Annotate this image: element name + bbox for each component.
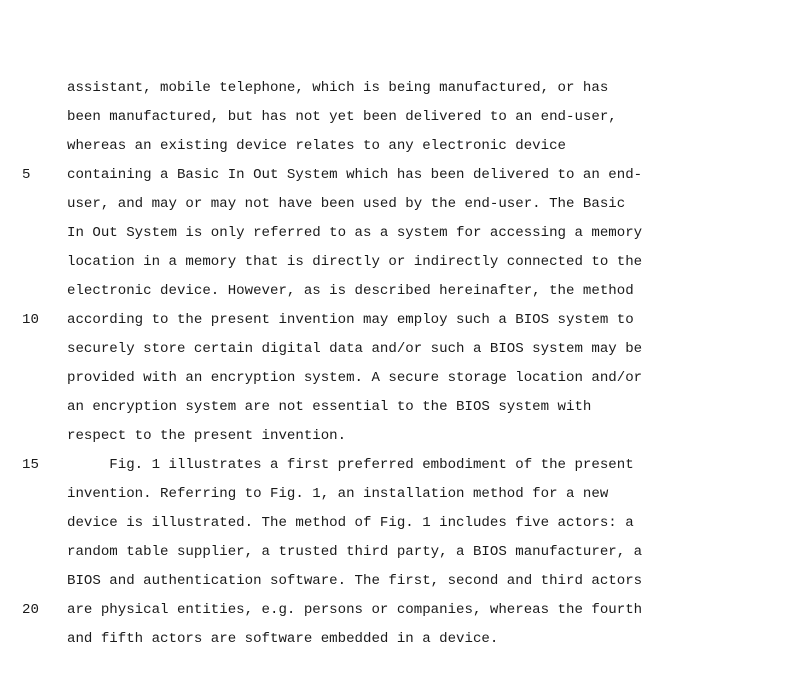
line-text: location in a memory that is directly or indirectly connected to the <box>67 254 643 270</box>
line-number: 15 <box>22 457 39 473</box>
line-number: 5 <box>22 167 31 183</box>
line-text: containing a Basic In Out System which has been delivered to an end- <box>67 167 643 183</box>
line-text: an encryption system are not essential to the BIOS system with <box>67 399 592 415</box>
line-text: Fig. 1 illustrates a first preferred embodiment of the present <box>67 457 634 473</box>
line-text: provided with an encryption system. A secure storage location and/or <box>67 370 643 386</box>
text-line <box>0 16 796 96</box>
line-text: whereas an existing device relates to any electronic device <box>67 138 566 154</box>
line-text: are physical entities, e.g. persons or companies, whereas the fourth <box>67 602 643 618</box>
line-text: electronic device. However, as is described hereinafter, the method <box>67 283 634 299</box>
line-text: securely store certain digital data and/or such a BIOS system may be <box>67 341 643 357</box>
line-text: according to the present invention may employ such a BIOS system to <box>67 312 634 328</box>
line-text: user, and may or may not have been used by the end-user. The Basic <box>67 196 626 212</box>
line-text: been manufactured, but has not yet been delivered to an end-user, <box>67 109 617 125</box>
line-text: invention. Referring to Fig. 1, an installation method for a new <box>67 486 609 502</box>
line-text: In Out System is only referred to as a system for accessing a memory <box>67 225 643 241</box>
line-text: assistant, mobile telephone, which is being manufactured, or has <box>67 80 609 96</box>
line-number: 10 <box>22 312 39 328</box>
line-text: BIOS and authentication software. The first, second and third actors <box>67 573 643 589</box>
line-text: device is illustrated. The method of Fig. 1 includes five actors: a <box>67 515 634 531</box>
line-text: random table supplier, a trusted third party, a BIOS manufacturer, a <box>67 544 643 560</box>
line-text: and fifth actors are software embedded in a device. <box>67 631 499 647</box>
line-number: 20 <box>22 602 39 618</box>
line-text: respect to the present invention. <box>67 428 347 444</box>
